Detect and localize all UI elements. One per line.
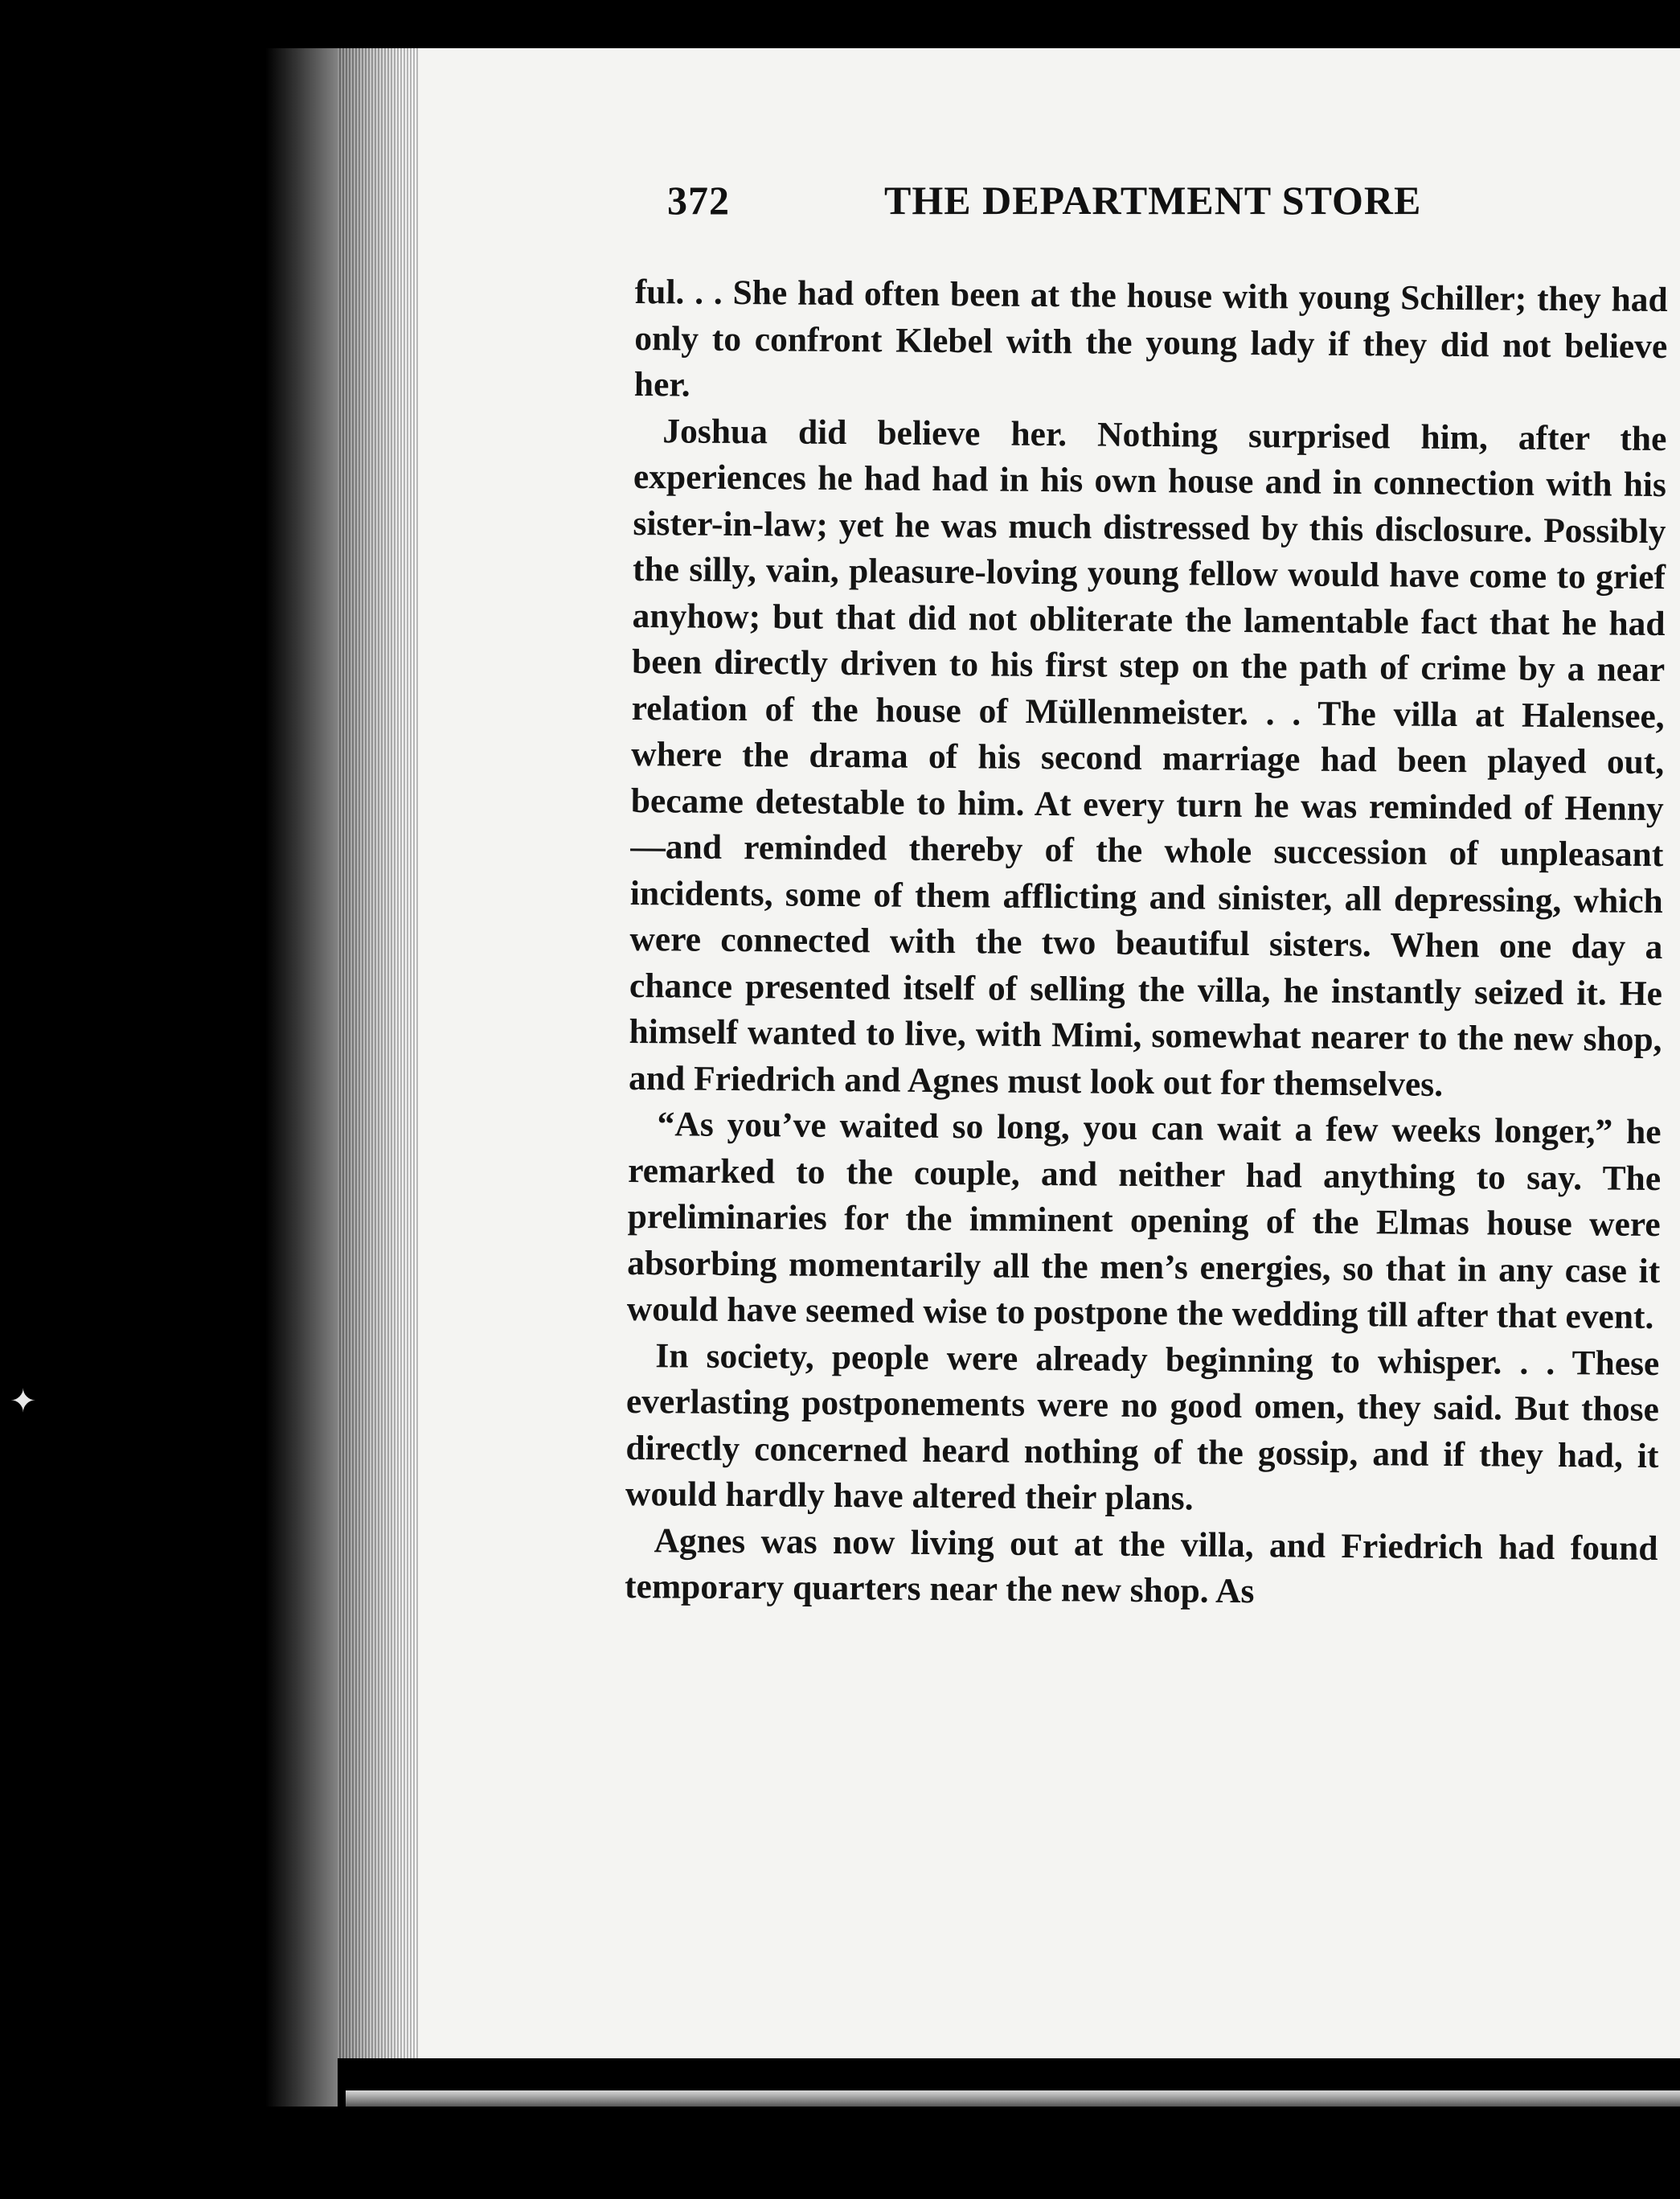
bottom-shadow — [338, 2058, 1680, 2199]
paragraph-3: “As you’ve waited so long, you can wait a few weeks longer,” he remarked to the couple, and neither had anything to say. The preliminaries for the imminent opening of the Elmas house were absorbing momentarily all the men’s energies, so that in any case it would have seemed wise to postpone the wedding till after that event. — [626, 1105, 1662, 1336]
paragraph-5: Agnes was now living out at the villa, and Friedrich had found temporary quarters near the new shop. As — [624, 1520, 1658, 1611]
page-number: 372 — [667, 178, 730, 223]
paragraph-4: In society, people were already beginning to whisper. . . These everlasting postponements were no good omen, they said. But those directly concerned heard nothing of the gossip, and if they had, it would hardly have altered their plans. — [625, 1335, 1660, 1518]
page-bottom-edge — [346, 2090, 1680, 2107]
body-text — [625, 269, 1668, 1618]
page-edge-lines — [338, 48, 426, 2107]
margin-arrow-icon: ✦ — [10, 1383, 37, 1420]
paragraph-2: Joshua did believe her. Nothing surprised him, after the experiences he had had in his own house and in connection with his sister-in-law; yet he was much distressed by this disclosure. Possibly the silly, vain, pleasure-loving young fellow would have come to grief anyhow; but that did not obliterate the lamentable fact that he had been directly driven to his first step on the path of crime by a near relation of the house of Müllenmeister. . . The villa at Halensee, where the drama of his second marriage had been played out, became detestable to him. At every turn he was reminded of Henny—and reminded thereby of the whole succession of unpleasant incidents, some of them afflicting and sinister, all depressing, which were connected with the two beautiful sisters. When one day a chance presented itself of selling the villa, he instantly seized it. He himself wanted to live, with Mimi, somewhat nearer to the new shop, and Friedrich and Agnes must look out for themselves. — [628, 411, 1667, 1104]
running-title: THE DEPARTMENT STORE — [884, 178, 1422, 223]
paragraph-1: ful. . . She had often been at the house with young Schiller; they had only to confront Klebel with the young lady if they did not believe her. — [633, 272, 1668, 404]
